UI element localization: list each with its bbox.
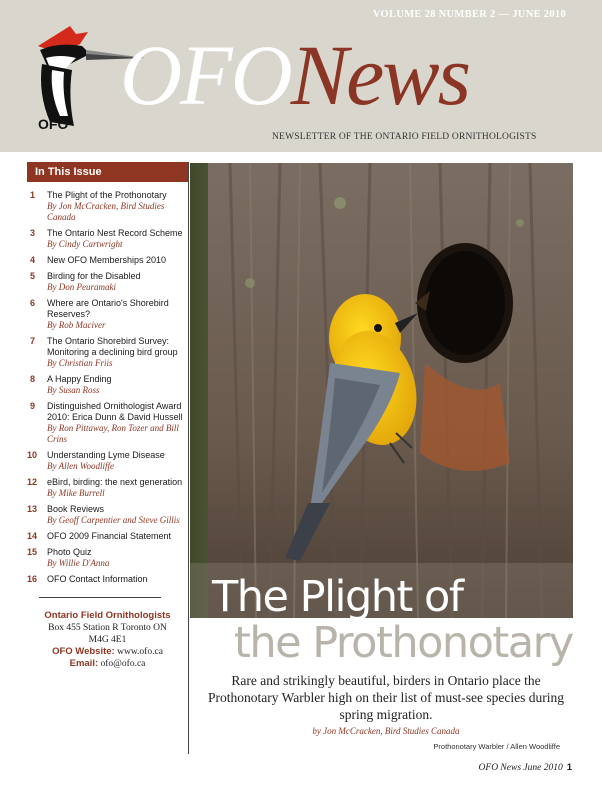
toc-author: By Don Peuramaki <box>47 282 116 292</box>
toc-item[interactable] <box>27 574 188 585</box>
toc-item[interactable] <box>27 531 188 542</box>
toc-item[interactable] <box>27 450 188 472</box>
toc-item[interactable] <box>27 374 188 396</box>
contact-org: Ontario Field Ornithologists <box>44 610 171 621</box>
toc-author: By Jon McCracken, Bird Studies Canada <box>47 201 165 222</box>
toc-title: Distinguished Ornithologist Award 2010: Erica Dunn & David Hussell <box>47 401 183 422</box>
toc-title: New OFO Memberships 2010 <box>47 255 167 265</box>
cover-headline-line-1: The Plight of <box>212 572 463 622</box>
issue-line: VOLUME 28 NUMBER 2 — JUNE 2010 <box>372 9 566 20</box>
toc-page-number: 1 <box>29 190 35 200</box>
toc-item[interactable] <box>27 547 188 569</box>
toc-page-number: 15 <box>27 547 38 557</box>
toc-title: eBird, birding: the next generation <box>47 477 183 487</box>
toc-item[interactable] <box>27 298 188 331</box>
toc-title: The Ontario Nest Record Scheme <box>47 228 183 238</box>
email-label: Email: <box>69 658 99 669</box>
prothonotary-warbler-image <box>190 163 573 622</box>
contact-website-row <box>27 646 188 658</box>
cover-dek: Rare and strikingly beautiful, birders in Ontario place the Prothonotary Warbler high on their list of must-see species during spring migration. <box>208 673 564 722</box>
website-link[interactable]: www.ofo.ca <box>117 647 163 657</box>
toc-author: By Geoff Carpentier and Steve Gillis <box>47 515 180 525</box>
toc-author: By Allen Woodliffe <box>47 461 114 471</box>
toc-item[interactable] <box>27 255 188 266</box>
photo-credit: Prothonotary Warbler / Allen Woodliffe <box>433 742 560 751</box>
toc-author: By Willie D'Anna <box>47 558 110 568</box>
in-this-issue-sidebar <box>27 162 189 754</box>
toc-page-number: 6 <box>29 298 35 308</box>
toc-title: Where are Ontario's Shorebird Reserves? <box>47 298 169 319</box>
toc-title: Photo Quiz <box>47 547 92 557</box>
toc-author: By Ron Pittaway, Ron Tozer and Bill Crins <box>47 423 179 444</box>
toc-title: A Happy Ending <box>47 374 112 384</box>
contact-address: Box 455 Station R Toronto ON <box>48 623 167 633</box>
toc-item[interactable] <box>27 477 188 499</box>
tagline: NEWSLETTER OF THE ONTARIO FIELD ORNITHOLOGISTS <box>272 132 537 142</box>
toc-page-number: 16 <box>27 574 38 584</box>
email-link[interactable]: ofo@ofo.ca <box>100 659 146 669</box>
toc-page-number: 10 <box>27 450 38 460</box>
toc-title: OFO 2009 Financial Statement <box>47 531 172 541</box>
toc-title: OFO Contact Information <box>47 574 148 584</box>
table-of-contents <box>27 182 188 585</box>
toc-title: Birding for the Disabled <box>47 271 141 281</box>
toc-page-number: 8 <box>29 374 35 384</box>
toc-title: The Plight of the Prothonotary <box>47 190 167 200</box>
logo-wordmark: OFO <box>38 116 69 132</box>
toc-author: By Cindy Cartwright <box>47 239 123 249</box>
page-footer <box>479 762 572 773</box>
toc-author: By Christian Friis <box>47 358 113 368</box>
toc-page-number: 12 <box>27 477 38 487</box>
page-number: 1 <box>566 762 572 773</box>
contact-email-row <box>27 658 188 670</box>
toc-page-number: 7 <box>29 336 35 346</box>
toc-item[interactable] <box>27 228 188 250</box>
toc-title: Understanding Lyme Disease <box>47 450 165 460</box>
toc-page-number: 3 <box>29 228 35 238</box>
masthead <box>0 0 602 152</box>
toc-page-number: 14 <box>27 531 38 541</box>
footer-label: OFO News June 2010 <box>478 763 563 773</box>
toc-title: The Ontario Shorebird Survey: Monitoring a declining bird group <box>47 336 178 357</box>
cover-headline-line-2: the Prothonotary <box>234 618 573 668</box>
toc-page-number: 5 <box>29 271 35 281</box>
toc-author: By Rob Maciver <box>47 320 106 330</box>
toc-item[interactable] <box>27 190 188 223</box>
contact-postal-code: M4G 4E1 <box>88 635 127 645</box>
cover-photo <box>190 163 573 622</box>
cover-byline: by Jon McCracken, Bird Studies Canada <box>312 726 460 736</box>
brand-news: News <box>290 27 470 123</box>
toc-page-number: 13 <box>27 504 38 514</box>
contact-block <box>27 598 188 670</box>
toc-author: By Susan Ross <box>47 385 100 395</box>
brand-ofo: OFO <box>120 27 291 123</box>
website-label: OFO Website: <box>52 646 115 657</box>
toc-author: By Mike Burrell <box>47 488 105 498</box>
toc-title: Book Reviews <box>47 504 105 514</box>
toc-item[interactable] <box>27 401 188 445</box>
toc-page-number: 9 <box>29 401 35 411</box>
toc-item[interactable] <box>27 504 188 526</box>
publication-title <box>120 27 470 123</box>
toc-page-number: 4 <box>29 255 35 265</box>
toc-item[interactable] <box>27 271 188 293</box>
toc-item[interactable] <box>27 336 188 369</box>
sidebar-title: In This Issue <box>27 162 188 182</box>
